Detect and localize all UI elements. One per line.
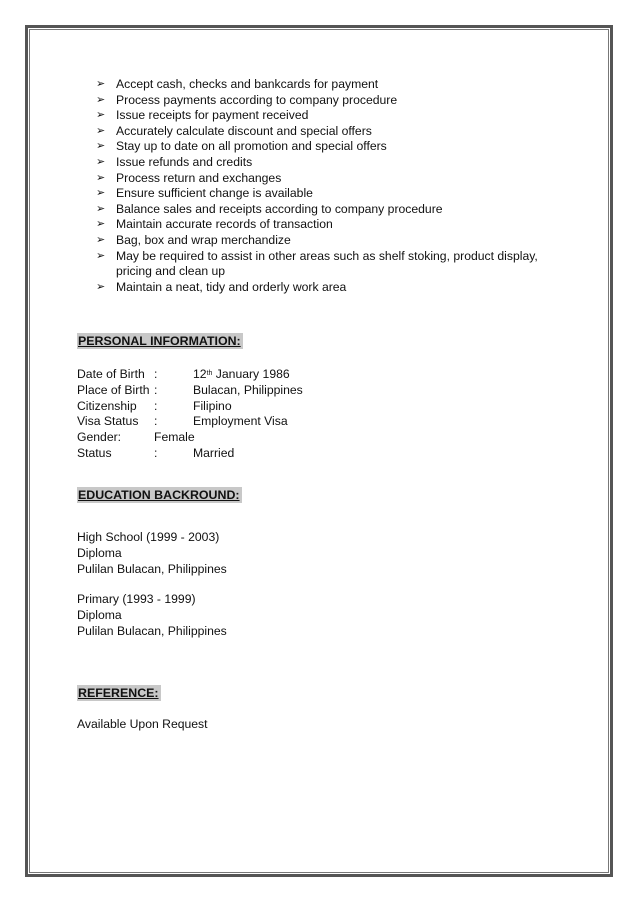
- reference-heading: REFERENCE:: [78, 686, 159, 700]
- dob-row: [77, 367, 377, 383]
- colon: :: [154, 414, 158, 429]
- list-item: ➢ Issue refunds and credits: [96, 154, 253, 169]
- visa-label: Visa Status: [77, 414, 139, 429]
- arrow-bullet-icon: ➢: [96, 171, 106, 184]
- gender-label: Gender:: [77, 430, 122, 445]
- dob-label: Date of Birth: [77, 367, 145, 381]
- arrow-bullet-icon: ➢: [96, 78, 106, 90]
- list-item: ➢ Issue receipts for payment received: [96, 108, 309, 123]
- education-place: Pulilan Bulacan, Philippines: [77, 561, 227, 576]
- list-item: ➢ Maintain a neat, tidy and orderly work area: [96, 279, 347, 294]
- education-award: Diploma: [77, 545, 122, 560]
- status-value: Married: [193, 445, 235, 460]
- duties-list: [96, 77, 576, 295]
- pob-row: [77, 383, 377, 399]
- reference-text: Available Upon Request: [77, 717, 208, 731]
- arrow-bullet-icon: ➢: [96, 218, 106, 231]
- citizenship-value: Filipino: [193, 398, 232, 413]
- colon: :: [154, 445, 158, 460]
- list-item: ➢ Accurately calculate discount and special offers: [96, 123, 372, 138]
- arrow-bullet-icon: ➢: [96, 93, 106, 106]
- pob-label: Place of Birth: [77, 382, 150, 397]
- education-award: Diploma: [77, 607, 122, 622]
- arrow-bullet-icon: ➢: [96, 280, 106, 293]
- colon: :: [154, 398, 158, 413]
- personal-info-table: [77, 367, 377, 462]
- status-label: Status: [77, 445, 112, 460]
- list-item: ➢ Accept cash, checks and bankcards for payment: [96, 77, 379, 91]
- education-place: Pulilan Bulacan, Philippines: [77, 623, 227, 638]
- arrow-bullet-icon: ➢: [96, 187, 106, 200]
- pob-value: Bulacan, Philippines: [193, 382, 303, 397]
- status-row: [77, 446, 377, 462]
- education-title: Primary (1993 - 1999): [77, 592, 196, 606]
- arrow-bullet-icon: ➢: [96, 202, 106, 215]
- dob-value: 12th January 1986: [193, 367, 290, 381]
- education-entry: [77, 530, 227, 577]
- visa-value: Employment Visa: [193, 414, 288, 429]
- list-item: ➢ Process return and exchanges: [96, 170, 282, 185]
- arrow-bullet-icon: ➢: [96, 109, 106, 122]
- gender-row: [77, 430, 377, 446]
- arrow-bullet-icon: ➢: [96, 155, 106, 168]
- list-item: ➢ Ensure sufficient change is available: [96, 186, 313, 201]
- list-item: ➢ Process payments according to company procedure: [96, 92, 398, 107]
- colon: :: [154, 382, 158, 397]
- gender-value: Female: [154, 430, 195, 445]
- arrow-bullet-icon: ➢: [96, 140, 106, 153]
- personal-info-heading: PERSONAL INFORMATION:: [78, 334, 241, 348]
- education-heading: EDUCATION BACKROUND:: [78, 488, 240, 502]
- visa-row: [77, 414, 377, 430]
- colon: :: [154, 367, 158, 381]
- list-item: ➢ Balance sales and receipts according to company procedure: [96, 201, 443, 216]
- list-item: ➢ Stay up to date on all promotion and special offers: [96, 139, 387, 154]
- citizenship-label: Citizenship: [77, 398, 137, 413]
- list-item: ➢ May be required to assist in other areas such as shelf stoking, product display, pricing and clean up: [96, 248, 538, 279]
- arrow-bullet-icon: ➢: [96, 249, 106, 262]
- arrow-bullet-icon: ➢: [96, 233, 106, 246]
- arrow-bullet-icon: ➢: [96, 124, 106, 137]
- citizenship-row: [77, 399, 377, 415]
- education-title: High School (1999 - 2003): [77, 530, 220, 544]
- list-item: ➢ Maintain accurate records of transaction: [96, 217, 333, 232]
- education-entry: [77, 592, 227, 639]
- list-item: ➢ Bag, box and wrap merchandize: [96, 232, 291, 247]
